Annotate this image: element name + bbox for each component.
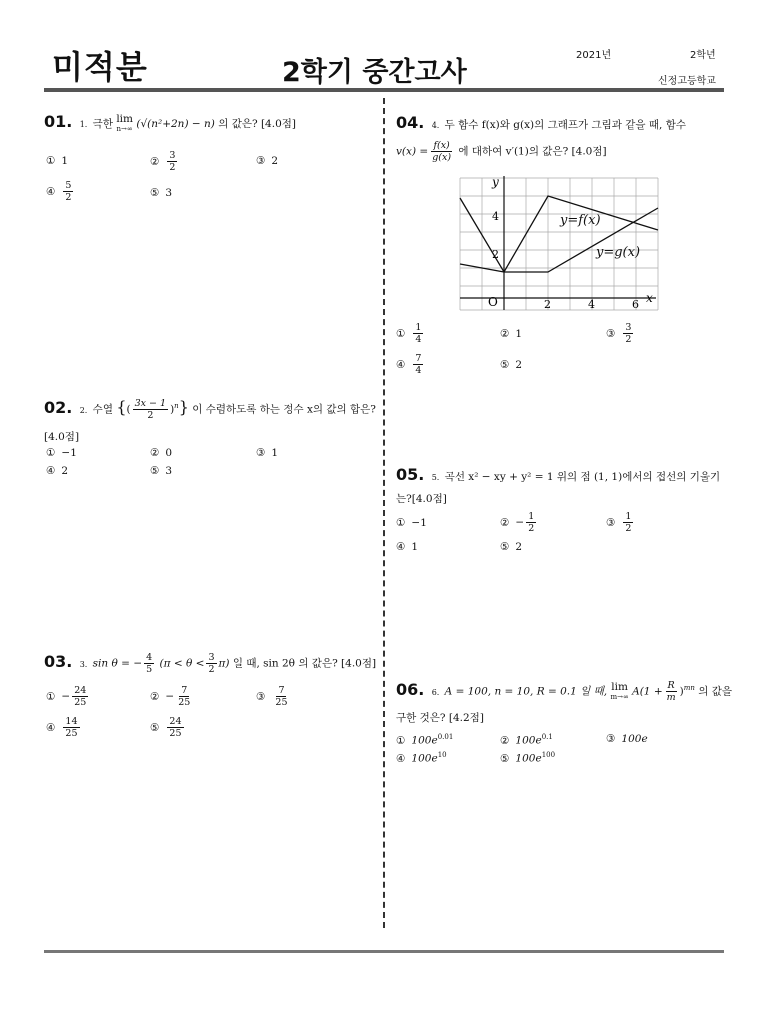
q1-option-1[interactable]: ① 1 [46,155,69,167]
column-divider [383,98,385,928]
x-tick-6: 6 [632,298,639,311]
q2-option-1[interactable]: ① −1 [46,447,77,459]
q6-option-2[interactable]: ② $100e^{0.1}$ [500,733,553,747]
g-curve [460,208,658,272]
function-graph [456,174,660,312]
q4-option-5[interactable]: ⑤ 2 [500,359,523,371]
exam-year: 2021년 [576,50,612,61]
graph-grid [460,178,658,310]
q1-option-3[interactable]: ③ 2 [256,155,279,167]
y-tick-2: 2 [492,248,499,261]
q3-option-3[interactable]: ③ $\frac{7}{25}$ [256,685,288,708]
q6-option-4[interactable]: ④ $100e^{10}$ [396,751,447,765]
q5-number: 05. [396,465,425,484]
q2-option-2[interactable]: ② 0 [150,447,173,459]
q3-option-1[interactable]: ① − $\frac{24}{25}$ [46,685,87,708]
q5-option-1[interactable]: ① −1 [396,517,427,529]
q1-option-4[interactable]: ④ $\frac{5}{2}$ [46,180,72,203]
question-1: 01. 1. 극한 lim n→∞ (√(n²+2n) − n) 의 값은? [4.0점] [44,112,296,133]
f-curve [460,196,658,272]
f-label: y=f(x) [560,213,601,228]
q5-option-3[interactable]: ③ $\frac{1}{2}$ [606,511,632,534]
q4-option-1[interactable]: ① $\frac{1}{4}$ [396,322,422,345]
q1-number: 01. [44,112,73,131]
x-axis-label: x [646,291,653,305]
q5-option-5[interactable]: ⑤ 2 [500,541,523,553]
q5-option-4[interactable]: ④ 1 [396,541,419,553]
q3-option-2[interactable]: ② − $\frac{7}{25}$ [150,685,191,708]
y-axis-label: y [492,175,499,189]
footer-rule [44,950,724,953]
q2-option-5[interactable]: ⑤ 3 [150,465,173,477]
origin-label: O [488,295,498,309]
x-tick-2: 2 [544,298,551,311]
q4-line-2: v(x) = $\frac{f(x)}{g(x)}$ 에 대하여 v′(1)의 값은? [4.0점] [396,140,607,163]
q4-number: 04. [396,113,425,132]
y-tick-4: 4 [492,210,499,223]
q2-points: [4.0점] [44,431,80,443]
q4-option-2[interactable]: ② 1 [500,328,523,340]
q2-option-4[interactable]: ④ 2 [46,465,69,477]
q4-option-3[interactable]: ③ $\frac{3}{2}$ [606,322,632,345]
subject-title: 미적분 [52,48,148,86]
school-name: 신정고등학교 [658,76,716,87]
q6-option-1[interactable]: ① $100e^{0.01}$ [396,733,454,747]
q2-number: 02. [44,397,73,417]
question-6: 06. 6. A = 100, n = 10, R = 0.1 일 때, lim m→∞ A(1 + $\frac{R}{m}$ )$^{mn}$ 의 값을 [396,679,733,703]
q3-number: 03. [44,651,73,671]
question-5: 05. 5. 곡선 x² − xy + y² = 1 위의 점 (1, 1)에서의 접선의 기울기 [396,465,721,484]
q1-option-2[interactable]: ② $\frac{3}{2}$ [150,150,176,173]
question-4: 04. 4. 두 함수 f(x)와 g(x)의 그래프가 그림과 같을 때, 함수 [396,113,686,132]
g-label: y=g(x) [596,245,641,260]
q6-line-2: 구한 것은? [4.2점] [396,712,484,724]
q2-option-3[interactable]: ③ 1 [256,447,279,459]
q6-option-5[interactable]: ⑤ $100e^{100}$ [500,751,556,765]
question-2: 02. 2. 수열 {( $\frac{3x - 1}{2}$ )$^n$} 이 수렴하도록 하는 정수 x의 값의 합은? [44,397,376,421]
q6-number: 06. [396,679,425,699]
exam-grade: 2학년 [690,50,716,61]
q3-option-5[interactable]: ⑤ $\frac{24}{25}$ [150,716,182,739]
question-3: 03. 3. sin θ = − $\frac{4}{5}$ (π < θ < $\frac{3}{2}$ π) 일 때, sin 2θ 의 값은? [4.0점] [44,651,377,675]
exam-title: 2학기 중간고사 [282,57,467,88]
q5-line-2: 는?[4.0점] [396,493,447,505]
header-rule [44,88,724,92]
q5-option-2[interactable]: ② − $\frac{1}{2}$ [500,511,535,534]
q3-option-4[interactable]: ④ $\frac{14}{25}$ [46,716,78,739]
q6-option-3[interactable]: ③ 100e [606,733,648,745]
x-tick-4: 4 [588,298,595,311]
q1-option-5[interactable]: ⑤ 3 [150,187,173,199]
q4-option-4[interactable]: ④ $\frac{7}{4}$ [396,353,422,376]
